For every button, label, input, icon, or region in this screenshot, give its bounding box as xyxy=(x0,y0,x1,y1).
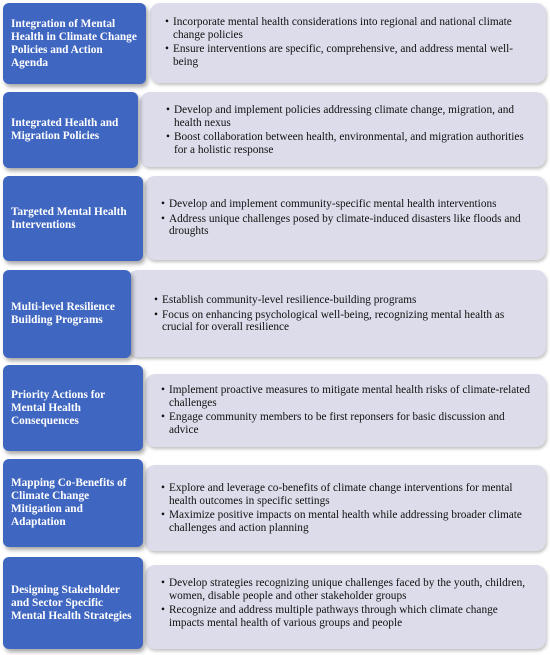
label-text: Mapping Co-Benefits of Climate Change Mitigation and Adaptation xyxy=(11,477,127,528)
label-text: Designing Stakeholder and Sector Specific Mental Health Strategies xyxy=(11,583,132,622)
bullet: • Implement proactive measures to mitigate mental health risks of climate-related challenges xyxy=(160,384,534,409)
bullet: • Address unique challenges posed by climate-induced disasters like floods and droughts xyxy=(160,213,534,238)
bullet: • Develop strategies recognizing unique challenges faced by the youth, children, women, disable people and other stakeholder groups xyxy=(160,577,534,602)
bullet-list xyxy=(145,198,534,238)
content-box xyxy=(145,176,546,260)
label-box xyxy=(3,557,143,649)
bullet-list xyxy=(145,577,534,629)
content-box xyxy=(145,565,546,649)
bullet-list xyxy=(145,482,534,534)
content-box xyxy=(128,270,546,357)
content-box xyxy=(140,92,546,167)
bullet: • Develop and implement policies addressing climate change, migration, and health nexus xyxy=(165,104,534,129)
content-box xyxy=(145,374,546,447)
label-box xyxy=(3,459,143,547)
label-text: Integration of Mental Health in Climate Change Policies and Action Agenda xyxy=(11,17,137,69)
label-box xyxy=(3,270,131,358)
bullet: • Engage community members to be first reponsers for basic discussion and advice xyxy=(160,411,534,436)
content-box xyxy=(145,465,546,551)
bullet: • Explore and leverage co-benefits of climate change interventions for mental health outcomes in specific settings xyxy=(160,482,534,507)
label-box xyxy=(3,3,146,84)
bullet: • Establish community-level resilience-building programs xyxy=(153,294,534,307)
label-text: Multi-level Resilience Building Programs xyxy=(11,301,115,326)
bullet: • Maximize positive impacts on mental health while addressing broader climate challenges and action planning xyxy=(160,509,534,534)
label-box xyxy=(3,176,143,261)
bullet: • Develop and implement community-specific mental health interventions xyxy=(160,198,534,211)
bullet-list xyxy=(128,294,534,334)
label-text: Priority Actions for Mental Health Consequences xyxy=(11,388,105,427)
bullet: • Boost collaboration between health, environmental, and migration authorities for a holistic response xyxy=(165,131,534,156)
label-box xyxy=(3,365,143,451)
label-text: Targeted Mental Health Interventions xyxy=(11,205,127,231)
bullet: • Incorporate mental health considerations into regional and national climate change policies xyxy=(164,16,534,41)
content-box xyxy=(150,3,546,83)
bullet: • Recognize and address multiple pathways through which climate change impacts mental health of various groups and people xyxy=(160,604,534,629)
label-box xyxy=(3,92,138,168)
bullet-list xyxy=(150,16,534,68)
bullet-list xyxy=(145,384,534,436)
bullet: • Focus on enhancing psychological well-being, recognizing mental health as crucial for overall resilience xyxy=(153,309,534,334)
label-text: Integrated Health and Migration Policies xyxy=(11,117,119,142)
bullet: • Ensure interventions are specific, comprehensive, and address mental well-being xyxy=(164,43,534,68)
bullet-list xyxy=(140,104,534,156)
